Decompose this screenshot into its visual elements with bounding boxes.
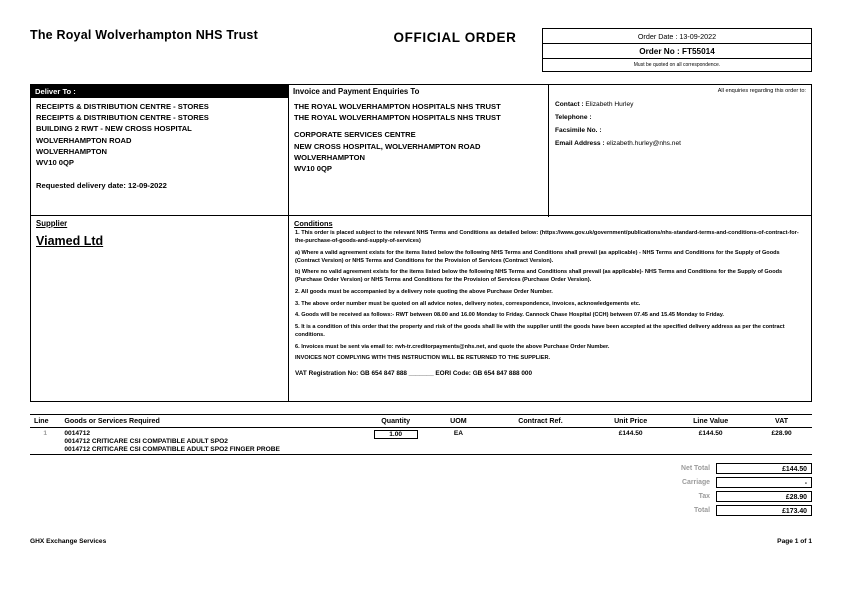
requested-delivery-date: Requested delivery date: 12-09-2022	[36, 181, 167, 191]
condition-paragraph: 6. Invoices must be sent via email to: rwh-tr.creditorpayments@nhs.net, and quote the above Purchase Order Number.	[295, 343, 610, 350]
telephone-row	[555, 111, 806, 124]
tax-row	[612, 490, 812, 503]
document-title: OFFICIAL ORDER	[393, 30, 517, 45]
address-line: THE ROYAL WOLVERHAMPTON HOSPITALS NHS TRUST	[294, 102, 501, 111]
line-items-table	[30, 414, 812, 455]
contact-label: Contact :	[555, 101, 584, 108]
conditions-body	[289, 229, 812, 362]
enquiries-panel	[549, 85, 812, 217]
invoice-address	[289, 98, 548, 177]
net-total-label: Net Total	[681, 464, 710, 472]
condition-paragraph: 2. All goods must be accompanied by a delivery note quoting the above Purchase Order Number.	[295, 289, 553, 296]
invoice-heading: Invoice and Payment Enquiries To	[289, 85, 548, 98]
supplier-name: Viamed Ltd	[36, 234, 104, 248]
document-header	[30, 28, 812, 76]
item-description-2: 0014712 CRITICARE CSI COMPATIBLE ADULT SPO2 FINGER PROBE	[64, 445, 280, 453]
carriage-row	[612, 476, 812, 489]
conditions-heading: Conditions	[294, 219, 333, 228]
cell-vat: £28.90	[771, 429, 792, 437]
column-header-line: Line	[30, 415, 60, 428]
order-number-label: Order No :	[639, 47, 680, 56]
condition-paragraph: 3. The above order number must be quoted on all advice notes, delivery notes, correspondence, invoices, acknowledgements etc.	[295, 300, 641, 307]
column-header-vat: VAT	[751, 415, 812, 428]
cell-line-number: 1	[43, 429, 48, 437]
table-row	[30, 428, 812, 455]
enquiries-details	[549, 94, 812, 150]
net-total-row	[612, 462, 812, 475]
carriage-value: -	[716, 477, 812, 488]
enquiries-note: All enquiries regarding this order to:	[717, 88, 806, 94]
address-line: WV10 0QP	[294, 164, 332, 174]
order-number-note: Must be quoted on all correspondence.	[633, 62, 721, 68]
conditions-panel	[289, 216, 812, 402]
order-number	[543, 44, 811, 57]
address-line: THE ROYAL WOLVERHAMPTON HOSPITALS NHS TRUST	[294, 113, 501, 123]
address-line: RECEIPTS & DISTRIBUTION CENTRE - STORES	[36, 102, 209, 111]
supplier-conditions-row	[30, 216, 812, 402]
address-line: CORPORATE SERVICES CENTRE	[294, 130, 416, 140]
cell-unit-price: £144.50	[618, 429, 643, 437]
tax-label: Tax	[698, 492, 710, 500]
deliver-to-heading: Deliver To :	[31, 85, 288, 98]
address-line: WV10 0QP	[36, 158, 74, 168]
contact-row	[555, 98, 806, 111]
cell-quantity	[364, 428, 427, 455]
address-line: RECEIPTS & DISTRIBUTION CENTRE - STORES	[36, 113, 209, 123]
deliver-to-panel	[31, 85, 289, 217]
order-number-value: FT55014	[682, 47, 715, 56]
email-label: Email Address :	[555, 140, 605, 147]
item-description-1: 0014712 CRITICARE CSI COMPATIBLE ADULT SPO2	[64, 437, 228, 445]
supplier-panel	[31, 216, 289, 402]
contact-value: Elizabeth Hurley	[585, 101, 634, 108]
address-panels	[30, 84, 812, 216]
total-value: £173.40	[716, 505, 812, 516]
condition-paragraph: b) Where no valid agreement exists for the items listed below the following NHS Terms and Conditions shall prevail (as applicable)- NHS Terms and Conditions for the Supply of Goods (Purchase Order Version) or NHS Terms and Conditions for the Provision of Services (Purchase Order Version).	[295, 269, 783, 284]
email-row	[555, 137, 806, 150]
condition-paragraph: 5. It is a condition of this order that the property and risk of the goods shall lie with the supplier until the goods have been accepted at the specified delivery address as per the contract conditions.	[295, 323, 785, 338]
column-header-quantity: Quantity	[364, 415, 427, 428]
column-header-line-value: Line Value	[670, 415, 751, 428]
item-code: 0014712	[64, 429, 91, 437]
table-header-row	[30, 415, 812, 428]
address-line: WOLVERHAMPTON	[36, 146, 108, 156]
address-line: NEW CROSS HOSPITAL, WOLVERHAMPTON ROAD	[294, 141, 481, 151]
condition-paragraph: a) Where a valid agreement exists for the items listed below the following NHS Terms and Conditions shall prevail (as applicable) - NHS Terms and Conditions for the Supply of Goods (Contract Version) or NHS Terms and Conditions for the Provision of Services (Contract Version).	[295, 249, 780, 264]
totals-block	[612, 462, 812, 517]
cell-contract-ref	[490, 428, 591, 455]
total-label: Total	[694, 506, 710, 514]
column-header-uom: UOM	[427, 415, 490, 428]
order-date: Order Date : 13-09-2022	[637, 32, 717, 41]
tax-value: £28.90	[716, 491, 812, 502]
page-title: The Royal Wolverhampton NHS Trust	[30, 28, 258, 42]
column-header-description: Goods or Services Required	[60, 415, 364, 428]
condition-warning: INVOICES NOT COMPLYING WITH THIS INSTRUCTION WILL BE RETURNED TO THE SUPPLIER.	[295, 355, 551, 362]
email-value: elizabeth.hurley@nhs.net	[606, 140, 681, 147]
telephone-label: Telephone :	[555, 114, 592, 121]
quantity-value: 1.00	[374, 430, 418, 439]
address-line: WOLVERHAMPTON ROAD	[36, 135, 132, 145]
deliver-to-address	[31, 98, 288, 194]
footer-page-number: Page 1 of 1	[777, 538, 812, 545]
vat-registration-line: VAT Registration No: GB 654 847 888 _______ EORI Code: GB 654 847 888 000	[295, 369, 533, 377]
order-meta-box	[542, 28, 812, 72]
cell-description	[60, 428, 364, 455]
column-header-unit-price: Unit Price	[591, 415, 670, 428]
invoice-enquiries-panel	[289, 85, 549, 217]
total-row	[612, 504, 812, 517]
supplier-heading: Supplier	[36, 219, 68, 228]
net-total-value: £144.50	[716, 463, 812, 474]
footer-service-name: GHX Exchange Services	[30, 538, 107, 545]
cell-line-value: £144.50	[698, 429, 723, 437]
column-header-contract-ref: Contract Ref.	[490, 415, 591, 428]
facsimile-label: Facsimile No. :	[555, 127, 602, 134]
address-line: BUILDING 2 RWT - NEW CROSS HOSPITAL	[36, 124, 192, 134]
condition-paragraph: 4. Goods will be received as follows:- RWT between 08.00 and 16.00 Monday to Friday. Cannock Chase Hospital (CCH) between 07.45 and 15.45 Monday to Friday.	[295, 312, 724, 319]
facsimile-row	[555, 124, 806, 137]
address-line: WOLVERHAMPTON	[294, 152, 366, 162]
condition-paragraph: 1. This order is placed subject to the relevant NHS Terms and Conditions as detailed below: (https://www.gov.uk/government/publications/nhs-standard-terms-and-conditions-of-contract-for-the-purchase-of-goods-and-supply-of-services)	[295, 230, 799, 245]
cell-uom: EA	[453, 429, 464, 437]
carriage-label: Carriage	[682, 478, 710, 486]
